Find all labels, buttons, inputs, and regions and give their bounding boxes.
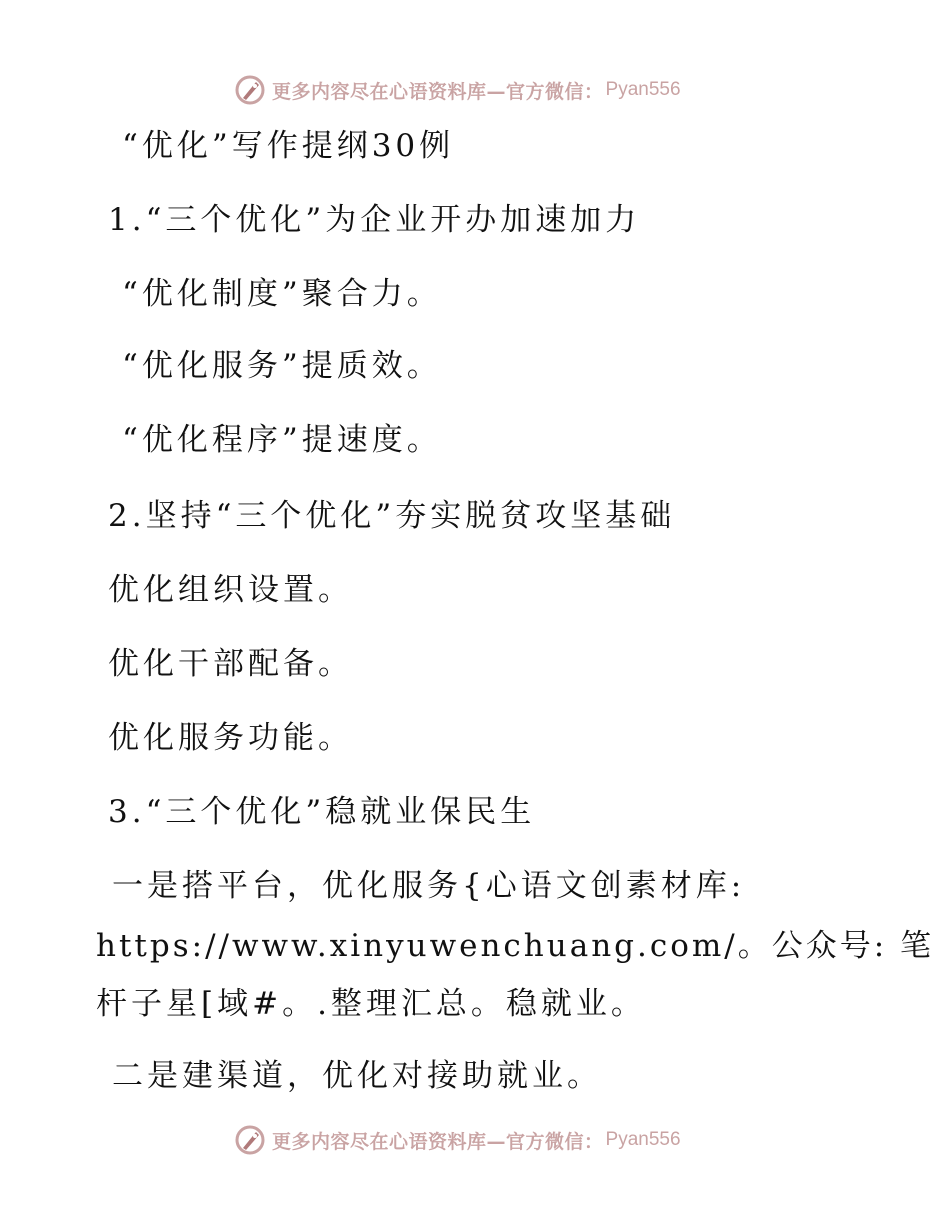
watermark-handle: Pyan556 bbox=[605, 79, 681, 100]
doc-line: 2.坚持“三个优化”夯实脱贫攻坚基础 bbox=[108, 498, 676, 534]
doc-line: https://www.xinyuwenchuang.com/。公众号: 笔 bbox=[96, 928, 935, 964]
document-title: “优化”写作提纲30例 bbox=[122, 128, 455, 164]
quill-pen-logo-icon bbox=[234, 74, 266, 106]
doc-line: “优化服务”提质效。 bbox=[122, 348, 442, 384]
watermark-text: 更多内容尽在心语资料库—官方微信： bbox=[272, 80, 604, 103]
watermark-text: 更多内容尽在心语资料库—官方微信： bbox=[272, 1130, 604, 1153]
header-watermark bbox=[234, 72, 681, 108]
quill-pen-logo-icon bbox=[234, 1124, 266, 1156]
doc-line: 杆子星[域#。.整理汇总。稳就业。 bbox=[96, 986, 646, 1022]
doc-line: 3.“三个优化”稳就业保民生 bbox=[108, 794, 536, 830]
doc-line: 优化干部配备。 bbox=[108, 646, 353, 682]
watermark-handle: Pyan556 bbox=[605, 1129, 681, 1150]
doc-line: 一是搭平台，优化服务{心语文创素材库: bbox=[112, 868, 746, 904]
doc-line: 1.“三个优化”为企业开办加速加力 bbox=[108, 202, 641, 238]
doc-line: 二是建渠道，优化对接助就业。 bbox=[112, 1058, 602, 1094]
doc-line: “优化制度”聚合力。 bbox=[122, 276, 442, 312]
footer-watermark bbox=[234, 1122, 681, 1158]
doc-line: 优化组织设置。 bbox=[108, 572, 353, 608]
doc-line: 优化服务功能。 bbox=[108, 720, 353, 756]
doc-line: “优化程序”提速度。 bbox=[122, 422, 442, 458]
